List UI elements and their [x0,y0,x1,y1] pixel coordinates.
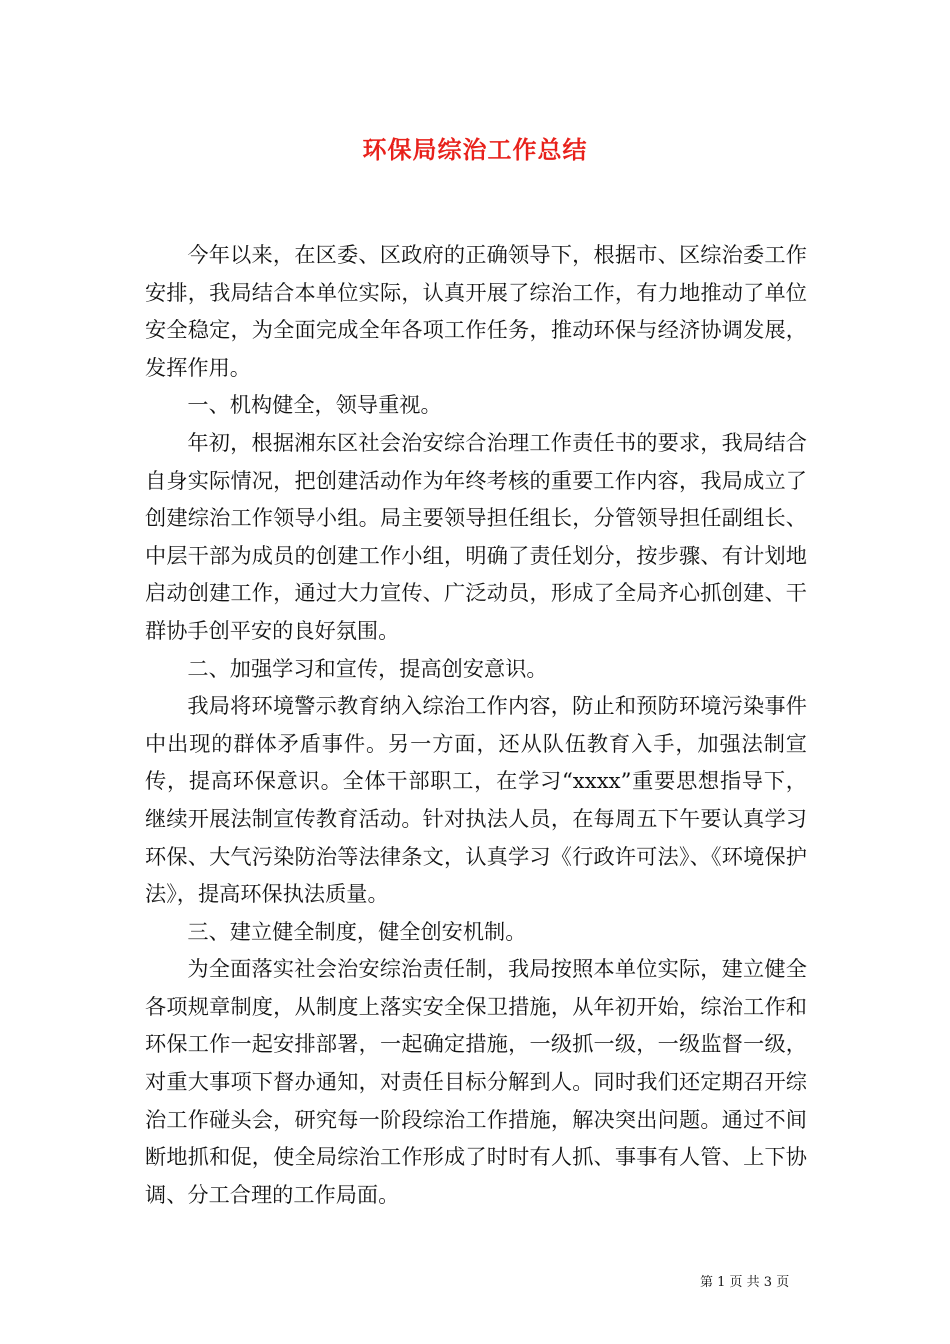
paragraph-section-3: 为全面落实社会治安综治责任制，我局按照本单位实际，建立健全各项规章制度，从制度上落实安全保卫措施，从年初开始，综治工作和环保工作一起安排部署，一起确定措施，一级抓一级，一级监督一级，对重大事项下督办通知，对责任目标分解到人。同时我们还定期召开综治工作碰头会，研究每一阶段综治工作措施，解决突出问题。通过不间断地抓和促，使全局综治工作形成了时时有人抓、事事有人管、上下协调、分工合理的工作局面。 [145,956,807,1207]
paragraph-section-2: 我局将环境警示教育纳入综治工作内容，防止和预防环境污染事件中出现的群体矛盾事件。另一方面，还从队伍教育入手，加强法制宣传，提高环保意识。全体干部职工，在学习“xxxx”重要思想指导下，继续开展法制宣传教育活动。针对执法人员，在每周五下午要认真学习环保、大气污染防治等法律条文，认真学习《行政许可法》、《环境保护法》，提高环保执法质量。 [145,693,807,907]
section-heading-2: 二、加强学习和宣传，提高创安意识。 [187,655,548,681]
page-number-footer: 第 1 页 共 3 页 [700,1275,790,1290]
paragraph-section-1: 年初，根据湘东区社会治安综合治理工作责任书的要求，我局结合自身实际情况，把创建活动作为年终考核的重要工作内容，我局成立了创建综治工作领导小组。局主要领导担任组长，分管领导担任副组长、中层干部为成员的创建工作小组，明确了责任划分，按步骤、有计划地启动创建工作，通过大力宣传、广泛动员，形成了全局齐心抓创建、干群协手创平安的良好氛围。 [145,429,807,643]
document-title: 环保局综治工作总结 [362,135,588,164]
section-heading-3: 三、建立健全制度，健全创安机制。 [187,918,527,944]
section-heading-1: 一、机构健全，领导重视。 [187,392,442,418]
paragraph-intro: 今年以来，在区委、区政府的正确领导下，根据市、区综治委工作安排，我局结合本单位实际，认真开展了综治工作，有力地推动了单位安全稳定，为全面完成全年各项工作任务，推动环保与经济协调发展，发挥作用。 [145,242,807,380]
document-body [145,236,807,1213]
